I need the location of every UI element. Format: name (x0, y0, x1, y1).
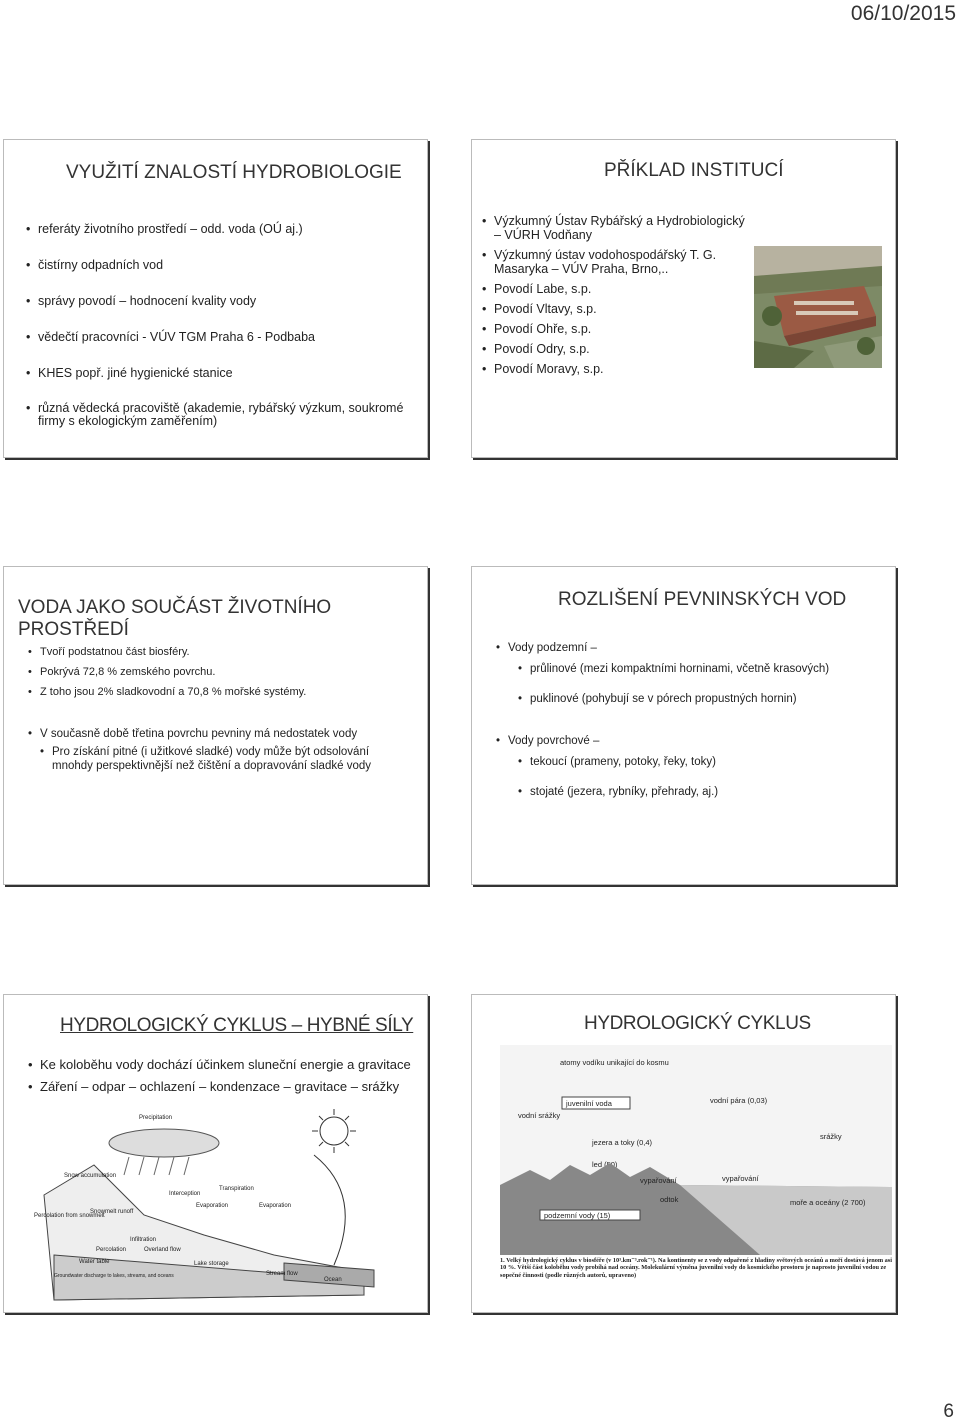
list-item-text: Vody podzemní – (508, 642, 597, 654)
biosphere-cycle-diagram (500, 1045, 892, 1309)
bullet-list (28, 645, 418, 705)
slide-title: ROZLIŠENÍ PEVNINSKÝCH VOD (558, 589, 847, 610)
label-lakes-streams: jezera a toky (0,4) (592, 1138, 653, 1147)
rain-lines (124, 1157, 189, 1175)
list-item: • Povodí Labe, s.p. (482, 282, 752, 296)
bullet-list (26, 222, 421, 449)
bullet-list (28, 1057, 423, 1101)
label-snow-accumulation: Snow accumulation (64, 1173, 117, 1179)
diagram-caption: 1. Velký hydrologický cyklus v biosféře (v 10³.km⁻³.rok⁻¹). Na kontinenty se z vody odpařené z hladiny světových oceánů a moří dostává jenom asi 10 %. Větší část koloběhu vody probíhá nad oceány. Molekulární výměna juvenilní vody do kosmického prostoru je naprosto juvenilní vodou ze sopečné činnosti (podle různých autorů, upraveno) (500, 1257, 892, 1279)
label-land-precipitation: vodní srážky (518, 1111, 561, 1120)
list-item: • Pokrývá 72,8 % zemského povrchu. (28, 665, 418, 680)
list-item: • Z toho jsou 2% sladkovodní a 70,8 % mořské systémy. (28, 685, 418, 700)
list-item: • různá vědecká pracoviště (akademie, rybářský výzkum, soukromé firmy s ekologickým zaměřením) (26, 402, 421, 428)
label-hydrogen-atoms: atomy vodíku unikající do kosmu (560, 1058, 669, 1067)
list-item (28, 727, 408, 773)
label-evaporation: vypařování (640, 1176, 677, 1185)
label-water-table: Water table (79, 1259, 110, 1265)
list-item: • Výzkumný ústav vodohospodářský T. G. Masaryka – VÚV Praha, Brno,.. (482, 248, 752, 276)
slide-title: HYDROLOGICKÝ CYKLUS (584, 1013, 811, 1034)
label-evaporation: Evaporation (196, 1203, 229, 1209)
list-item: • referáty životního prostředí – odd. voda (OÚ aj.) (26, 222, 421, 237)
label-juvenile-water: juvenilní voda (566, 1099, 612, 1108)
label-evaporation: vypařování (722, 1174, 759, 1183)
slide-institutions (471, 139, 896, 458)
sub-item: • Pro získání pitné (i užitkové sladké) vody může být odsolování mnohdy perspektivnější než čištění a dopravování sladké vody (40, 745, 408, 773)
list-item: • správy povodí – hodnocení kvality vody (26, 294, 421, 309)
evaporation-arrow (314, 1155, 345, 1265)
sun-icon (320, 1117, 348, 1145)
list-item: • vědečtí pracovníci - VÚV TGM Praha 6 - Podbaba (26, 330, 421, 345)
list-item-text: V současně době třetina povrchu pevniny má nedostatek vody (40, 728, 358, 740)
list-item (496, 734, 886, 799)
list-item (496, 641, 886, 706)
list-item: • Tvoří podstatnou část biosféry. (28, 645, 418, 660)
slide-title: PŘÍKLAD INSTITUCÍ (604, 160, 784, 181)
label-interception: Interception (169, 1191, 201, 1197)
list-item: • Povodí Vltavy, s.p. (482, 302, 752, 316)
label-transpiration: Transpiration (219, 1186, 254, 1192)
label-stream-flow: Stream flow (266, 1271, 298, 1277)
bullet-list (496, 641, 886, 827)
sub-item: • průlinové (mezi kompaktními horninami, včetně krasových) (518, 662, 886, 676)
label-ice: led (50) (592, 1160, 618, 1169)
slide-water-environment (3, 566, 428, 885)
label-seas-oceans: moře a oceány (2 700) (790, 1198, 866, 1207)
label-ocean: Ocean (324, 1277, 342, 1283)
list-item: • Záření – odpar – ochlazení – kondenzace – gravitace – srážky (28, 1079, 423, 1095)
slide-hydrologic-cycle (471, 994, 896, 1313)
label-evaporation: Evaporation (259, 1203, 292, 1209)
hydrologic-cycle-diagram (34, 1105, 384, 1305)
sub-item: • tekoucí (prameny, potoky, řeky, toky) (518, 755, 886, 769)
list-item: • Povodí Moravy, s.p. (482, 362, 752, 376)
page-number: 6 (943, 1401, 954, 1422)
list-item: • Povodí Odry, s.p. (482, 342, 752, 356)
label-groundwater-discharge: Groundwater discharge to lakes, streams, and oceans (54, 1273, 174, 1279)
page-date: 06/10/2015 (850, 2, 956, 25)
bullet-list (28, 727, 408, 773)
bullet-list (482, 214, 752, 382)
list-item: • KHES popř. jiné hygienické stanice (26, 366, 421, 381)
label-lake-storage: Lake storage (194, 1261, 229, 1267)
slide-inland-waters (471, 566, 896, 885)
label-percolation-snowmelt: Percolation from snowmelt (34, 1213, 105, 1219)
list-item: • Povodí Ohře, s.p. (482, 322, 752, 336)
list-item: • čistírny odpadních vod (26, 258, 421, 273)
label-overland-flow: Overland flow (144, 1247, 181, 1253)
sub-item: • puklinové (pohybují se v pórech propustných hornin) (518, 692, 886, 706)
label-precipitation: Precipitation (139, 1115, 173, 1121)
slide-title: VODA JAKO SOUČÁST ŽIVOTNÍHO PROSTŘEDÍ (18, 597, 332, 640)
sun-rays (312, 1109, 356, 1153)
list-item-text: Vody povrchové – (508, 735, 600, 747)
cloud-icon (109, 1129, 219, 1157)
label-infiltration: Infiltration (130, 1237, 157, 1243)
slide-title: VYUŽITÍ ZNALOSTÍ HYDROBIOLOGIE (66, 162, 402, 183)
list-item: • Ke koloběhu vody dochází účinkem sluneční energie a gravitace (28, 1057, 423, 1073)
sub-item: • stojaté (jezera, rybníky, přehrady, aj.) (518, 785, 886, 799)
list-item: • Výzkumný Ústav Rybářský a Hydrobiologický – VÚRH Vodňany (482, 214, 752, 242)
institute-building-photo (754, 246, 882, 368)
slide-hydrologic-cycle-forces (3, 994, 428, 1313)
label-precipitation: srážky (820, 1132, 842, 1141)
label-snowmelt-runoff: Snowmelt runoff (90, 1209, 134, 1215)
label-water-vapor: vodní pára (0,03) (710, 1096, 768, 1105)
slide-title: HYDROLOGICKÝ CYKLUS – HYBNÉ SÍLY (60, 1015, 414, 1036)
label-runoff: odtok (660, 1195, 679, 1204)
label-groundwater: podzemní vody (15) (544, 1211, 611, 1220)
slide-hydrobiology-uses (3, 139, 428, 458)
label-percolation: Percolation (96, 1247, 127, 1253)
